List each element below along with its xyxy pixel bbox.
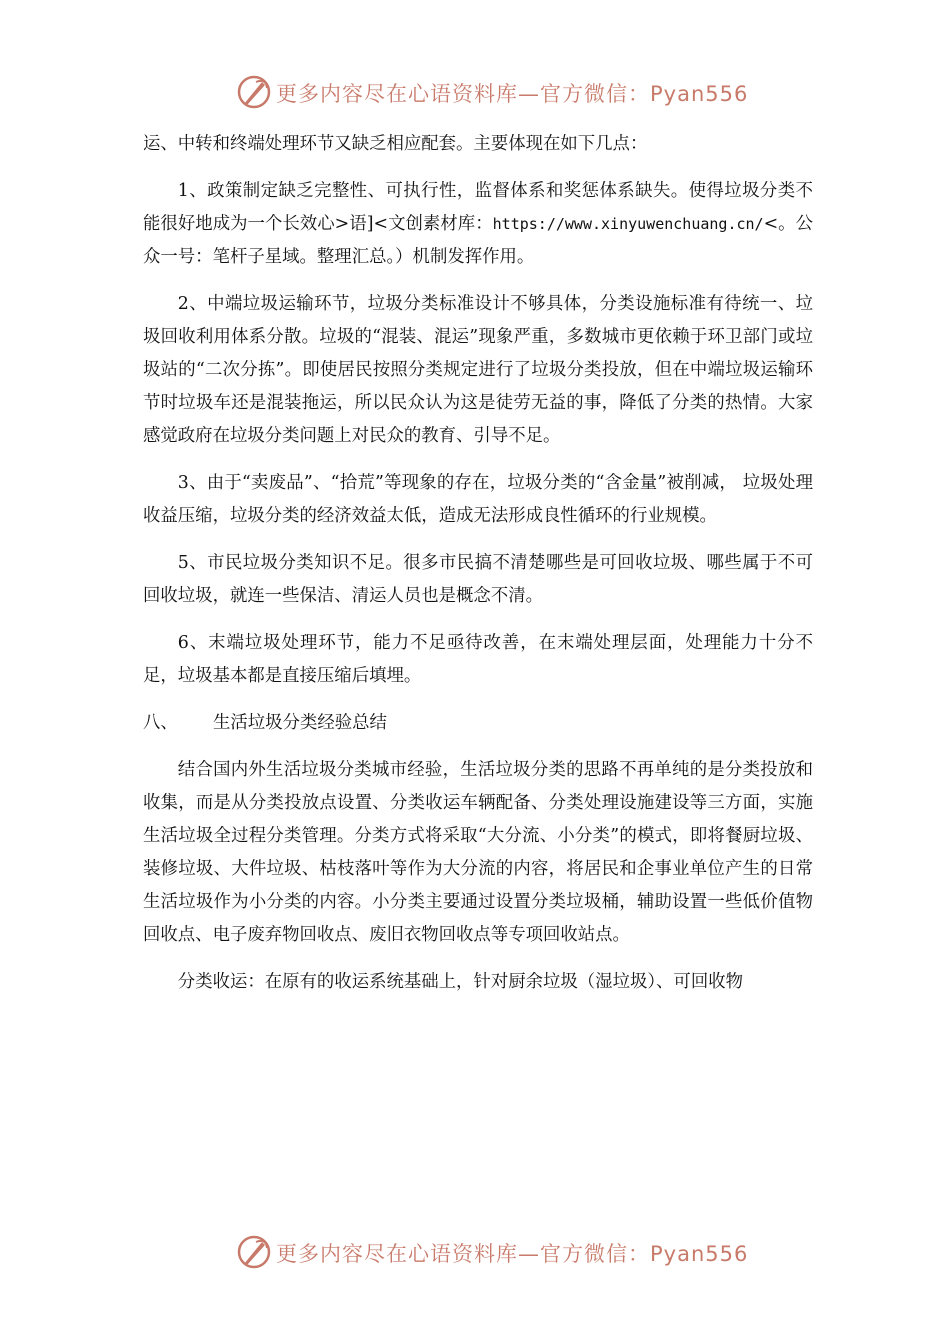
document-body [143, 128, 813, 999]
point-1-text-b: <。公众一号：笔杆子星域。整理汇总。）机制发挥作用。 [143, 214, 813, 267]
paragraph-point-5: 5、市民垃圾分类知识不足。很多市民搞不清楚哪些是可回收垃圾、哪些属于不可回收垃圾，就连一些保洁、清运人员也是概念不清。 [143, 553, 813, 606]
watermark-text: 更多内容尽在心语资料库—官方微信：Pyan556 [276, 82, 749, 106]
paragraph-collection: 分类收运：在原有的收运系统基础上，针对厨余垃圾（湿垃圾）、可回收物 [177, 972, 743, 992]
source-url-link[interactable]: https://www.xinyuwenchuang.cn/ [492, 215, 764, 233]
paragraph-point-3: 3、由于“卖废品”、“拾荒”等现象的存在，垃圾分类的“含金量”被削减， 垃圾处理收益压缩，垃圾分类的经济效益太低，造成无法形成良性循环的行业规模。 [143, 473, 813, 526]
watermark-header [0, 72, 950, 112]
paragraph-continuation: 运、中转和终端处理环节又缺乏相应配套。主要体现在如下几点： [143, 134, 648, 154]
section-number: 八、 [143, 713, 178, 733]
section-heading [143, 707, 813, 740]
paragraph-summary: 结合国内外生活垃圾分类城市经验，生活垃圾分类的思路不再单纯的是分类投放和收集，而是从分类投放点设置、分类收运车辆配备、分类处理设施建设等三方面，实施生活垃圾全过程分类管理。分类方式将采取“大分流、小分类”的模式，即将餐厨垃圾、装修垃圾、大件垃圾、枯枝落叶等作为大分流的内容，将居民和企事业单位产生的日常生活垃圾作为小分类的内容。小分类主要通过设置分类垃圾桶，辅助设置一些低价值物回收点、电子废弃物回收点、废旧衣物回收点等专项回收站点。 [143, 760, 813, 945]
watermark-text: 更多内容尽在心语资料库—官方微信：Pyan556 [276, 1242, 749, 1266]
watermark-footer [0, 1232, 950, 1272]
section-title: 生活垃圾分类经验总结 [213, 713, 387, 733]
paragraph-point-2: 2、中端垃圾运输环节，垃圾分类标准设计不够具体，分类设施标准有待统一、垃圾回收利用体系分散。垃圾的“混装、混运”现象严重，多数城市更依赖于环卫部门或垃圾站的“二次分拣”。即使居民按照分类规定进行了垃圾分类投放，但在中端垃圾运输环节时垃圾车还是混装拖运，所以民众认为这是徒劳无益的事，降低了分类的热情。大家感觉政府在垃圾分类问题上对民众的教育、引导不足。 [143, 294, 813, 446]
paragraph-point-6: 6、末端垃圾处理环节，能力不足亟待改善，在末端处理层面，处理能力十分不足，垃圾基本都是直接压缩后填埋。 [143, 633, 813, 686]
point-1-text-a: 1、政策制定缺乏完整性、可执行性，监督体系和奖惩体系缺失。使得垃圾分类不能很好地成为一个长效心>语]<文创素材库： [143, 181, 813, 234]
paragraph-point-1 [143, 175, 813, 274]
quill-logo-icon [236, 1234, 272, 1270]
quill-logo-icon [236, 74, 272, 110]
